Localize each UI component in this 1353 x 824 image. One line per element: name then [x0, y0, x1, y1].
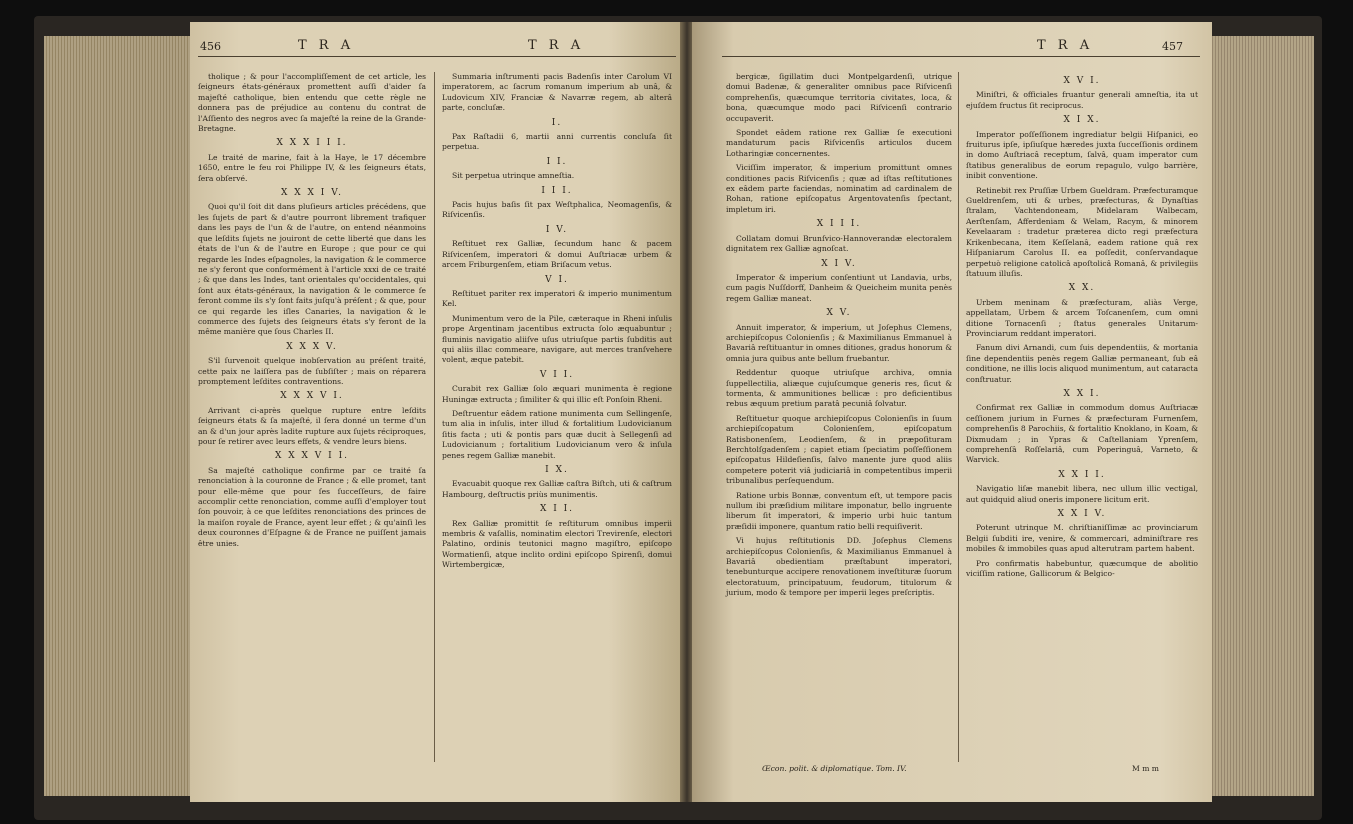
section-heading: V I I. — [539, 369, 575, 380]
page-edges-right — [1210, 36, 1314, 796]
column-divider-right — [958, 72, 959, 762]
paragraph: Urbem meninam & præfecturam, aliàs Verge, appellatam, Urbem & arcem Toſcanenſem, cum omni ditione Tornacenſi ; ſtatus generales Unitarum-Provinciarum reddant imperatori. — [966, 297, 1198, 338]
section-heading: X I V. — [821, 258, 857, 269]
paragraph: Sit perpetua utrinque amneſtia. — [452, 171, 575, 181]
section-heading: X I X. — [1063, 115, 1101, 126]
paragraph: Pro confirmatis habebuntur, quæcumque de abolitio viciſſim ratione, Gallicorum & Belgico- — [966, 558, 1198, 579]
signature-mark: M m m — [1132, 764, 1160, 773]
page-number-right: 457 — [1162, 40, 1183, 53]
running-head-right: T R A — [1037, 38, 1094, 53]
left-page — [190, 22, 683, 802]
paragraph: Ratione urbis Bonnæ, conventum eſt, ut tempore pacis nullum ibi præſidium militare imponatur, bello ingruente liberum ſit imperatori, & imperio urbi huic tantum præſidii imponere, quantum ratio belli requiſiverit. — [726, 490, 952, 531]
paragraph: Evacuabit quoque rex Galliæ caſtra Biſtch, uti & caſtrum Hambourg, deſtructis priùs munimentis. — [442, 479, 672, 499]
paragraph: Pacis hujus baſis ſit pax Weſtphalica, Neomagenſis, & Riſvicenſis. — [442, 200, 672, 220]
paragraph: Spondet eâdem ratione rex Galliæ ſe executioni mandaturum pacis Riſvicenſis articulos ducem Lotharingiæ concernentes. — [726, 128, 952, 158]
page-footer: Œcon. polit. & diplomatique. Tom. IV. — [762, 764, 907, 773]
paragraph: Poterunt utrinque M. chriſtianiſſimæ ac provinciarum Belgii ſubditi ire, venire, & commercari, adminiſtrare res mobiles & immobiles quas apud alterutram partem habent. — [966, 523, 1198, 554]
paragraph: Fanum divi Arnandi, cum ſuis dependentiis, & mortania ſine dependentiis penès regem Galliæ permaneant, ſub eâ conditione, ne illis locis aliquod munimentum, aut cataracta conſtruatur. — [966, 343, 1198, 384]
section-heading: X X. — [1068, 283, 1096, 294]
right-page — [692, 22, 1212, 802]
section-heading: X X X I V. — [280, 188, 343, 199]
left-page-column-1 — [198, 72, 426, 553]
section-heading: X V I. — [1063, 76, 1101, 86]
section-heading: X I I I. — [816, 219, 862, 230]
section-heading: X X I. — [1063, 388, 1101, 399]
section-heading: X X I V. — [1057, 509, 1107, 520]
column-divider — [434, 72, 435, 762]
paragraph: Reſtituetur quoque archiepiſcopus Colonienſis in ſuum archiepiſcopatum Colonienſem, epiſcopatum Ratisbonenſem, Leodienſem, & in præpoſituram Berchtolſgadenſem ; capiet etiam ſpeciatim poſſeſſionem epiſcopatus Hildeſienſis, ſalvo manente jure quod aliis competere poterit viâ judiciariâ in competentibus imperii tribunalibus perſequendum. — [726, 413, 952, 486]
paragraph: Miniſtri, & officiales fruantur generali amneſtia, ita ut ejuſdem fructus ſit reciprocus. — [966, 90, 1198, 110]
right-page-column-1 — [726, 72, 952, 603]
paragraph: Summaria inſtrumenti pacis Badenſis inter Carolum VI imperatorem, ac ſacrum romanum imperium ab unâ, & Ludovicum XIV, Franciæ & Navarræ regem, ab alterâ parte, concluſæ. — [442, 72, 672, 113]
section-heading: V I. — [545, 274, 569, 285]
section-heading: I V. — [545, 224, 569, 235]
paragraph: Confirmat rex Galliæ in commodum domus Auſtriacæ ceſſionem jurium in Furnes & præfecturam Furnenſem, comprehenſis 8 Parochiis, & fortalitio Knoklano, in Koam, & Dixmudam ; in Ypras & Caſtellaniam Yprenſem, comprehenſâ Roſſelariâ, cum Poperinguâ, Varneto, & Warvick. — [966, 403, 1198, 465]
right-page-column-2 — [966, 72, 1198, 583]
paragraph: Le traité de marine, fait à la Haye, le 17 décembre 1650, entre le feu roi Philippe IV, & les ſeigneurs états, ſera obſervé. — [198, 152, 426, 183]
paragraph: Imperator poſſeſſionem ingrediatur belgii Hiſpanici, eo fruiturus ipſe, ipſiuſque hæredes juxta ſucceſſionis ordinem in domo Auſtriacâ receptum, ſalvâ, quam imperator cum ſtatibus generalibus de eorum repagulo, vulgo barrière, inibit conventione. — [966, 129, 1198, 181]
paragraph: Curabit rex Galliæ ſolo æquari munimenta è regione Huningæ extructa ; ſimiliter & qui illic eſt Ponſoin Rheni. — [442, 384, 672, 404]
paragraph: Rex Galliæ promittit ſe reſtiturum omnibus imperii membris & vaſallis, nominatim electori Trevirenſe, electori Palatino, ordinis teutonici magno magiſtro, epiſcopo Wormatienſi, atque inclito ordini epiſcopo Spirenſi, domui Wirtembergicæ, — [442, 518, 672, 570]
paragraph: Reddentur quoque utriuſque archiva, omnia ſuppellectilia, aliæque cujuſcumque generis res, ſicut & tormenta, & ammunitiones bellicæ : pro deficientibus rebus æquum pretium paratâ pecuniâ ſolvatur. — [726, 368, 952, 409]
paragraph: Navigatio liſæ manebit libera, nec ullum illic vectigal, aut quidquid aliud oneris imponere licitum erit. — [966, 484, 1198, 504]
paragraph: Arrivant ci-après quelque rupture entre leſdits ſeigneurs états & ſa majeſté, il ſera donné un terme d'un an & d'un jour après ladite rupture aux ſujets réciproques, pour ſe retirer avec leurs effets, & vendre leurs biens. — [198, 405, 426, 446]
section-heading: I I I. — [541, 185, 573, 196]
header-rule — [198, 56, 676, 57]
paragraph: Reſtituet rex Galliæ, ſecundum hanc & pacem Riſvicenſem, imperatori & domui Auſtriacæ urbem & arcem Friburgenſem, etiam Briſacum vetus. — [442, 239, 672, 270]
paragraph: Retinebit rex Pruſſiæ Urbem Gueldram. Præfecturamque Gueldrenſem, uti & urbes, præfecturas, & Dynaſtias ſtralam, Vachtendoneam, Midelaram Walbecam, Aerſtenſam, Afferdeniam & Welam, Racym, & minorem Kevelaaram : tradetur præterea dicto regi præfectura Krikenbecana, item Keſſelanâ, eadem ratione quâ rex Hiſpaniarum Carolus II. ea poſſedit, conſervandaque perpetuò religione catolicâ apoſtolicâ Romanâ, & privilegiis ſtatuum illuſis. — [966, 185, 1198, 278]
paragraph: Deſtruentur eâdem ratione munimenta cum Sellingenſe, tum alia in inſulis, inter illud & fortalitium Ludovicianum ſitis facta ; uti & pontis pars quæ ducit à Sellegenſi ad Ludovicianum ; fortalitium Ludovicianum vero & inſula penes regem Galliæ manebit. — [442, 408, 672, 460]
paragraph: bergicæ, ſigillatim duci Montpelgardenſi, utrique domui Badenæ, & generaliter omnibus pace Riſvicenſi comprehenſis, quæcumque territoria civitates, loca, & bona, quæcumque modo paci Riſvicenſi contrario occupaverit. — [726, 72, 952, 123]
paragraph: Imperator & imperium conſentiunt ut Landavia, urbs, cum pagis Nuſſdorff, Danheim & Queicheim munita penès regem Galliæ maneat. — [726, 272, 952, 303]
paragraph: Quoi qu'il ſoit dit dans pluſieurs articles précédens, que les ſujets de part & d'autre pourront librement trafiquer dans les pays de l'un & de l'autre, on entend néanmoins que leſdits ſujets ne jouiront de cette liberté que dans les états de l'un & de l'autre en Europe ; que pour ce qui regarde les Indes eſpagnoles, la navigation & le commerce ne s'y feront que conformément à l'article xxxi de ce traité ; & que dans les Indes, tant orientales qu'occidentales, qui ſont aux états-généraux, la navigation & le commerce ſe feront comme ils s'y ſont faits juſqu'à préſent ; & que, pour ce qui regarde les iſles Canaries, la navigation & le commerce des ſujets des ſeigneurs états s'y feront de la même manière que ſous Charles II. — [198, 202, 426, 337]
section-heading: I I. — [546, 156, 568, 167]
paragraph: Munimentum vero de la Pile, cæteraque in Rheni inſulis prope Argentinam jacentibus extructa ſolo æquabuntur ; fluminis navigatio aliiſve uſus utriuſque partis ſubditis aut qui aliis illac commeare, navigare, aut merces tranſvehere volent, æque patebit. — [442, 313, 672, 365]
paragraph: Pax Raſtadii 6, martii anni currentis concluſa ſit perpetua. — [442, 132, 672, 152]
section-heading: X I I. — [539, 504, 575, 515]
section-heading: X X X I I I. — [276, 138, 348, 149]
section-heading: X X I I. — [1058, 469, 1106, 480]
paragraph: Viciſſim imperator, & imperium promittunt omnes conditiones pacis Riſvicenſis ; quæ ad iſtas reſtitutiones ex eâdem parte faciendas, nominatim ad cardinalem de Rohan, ratione epiſcopatus Argentovatenſis ſpectant, impletum iri. — [726, 163, 952, 214]
paragraph: S'il ſurvenoit quelque inobſervation au préſent traité, cette paix ne laiſſera pas de ſubſiſter ; mais on réparera promptement leſdites contraventions. — [198, 356, 426, 386]
section-heading: X X X V I. — [280, 391, 344, 402]
section-heading: X X X V. — [286, 341, 338, 352]
paragraph: Reſtituet pariter rex imperatori & imperio munimentum Kel. — [442, 288, 672, 309]
running-head-left-2: T R A — [528, 38, 585, 53]
section-heading: I X. — [545, 465, 569, 475]
page-edges-left — [44, 36, 194, 796]
page-number-left: 456 — [200, 40, 221, 53]
paragraph: Collatam domui Brunſvico-Hannoverandæ electoralem dignitatem rex Galliæ agnoſcat. — [726, 233, 952, 254]
section-heading: X X X V I I. — [275, 451, 349, 462]
paragraph: Annuit imperator, & imperium, ut Joſephus Clemens, archiepiſcopus Colonienſis ; & Maximilianus Emmanuel à Bavariâ reſtituantur in omnes ditiones, gradus honorum & omnia jura quibus ante bellum fruebantur. — [726, 322, 952, 363]
section-heading: I. — [551, 117, 563, 128]
header-rule-right — [722, 56, 1200, 57]
left-page-column-2 — [442, 72, 672, 575]
running-head-left: T R A — [298, 38, 355, 53]
paragraph: Sa majeſté catholique confirme par ce traité ſa renonciation à la couronne de France ; & elle promet, tant pour elle-même que pour ſes ſucceſſeurs, de faire accomplir cette renonciation, comme auſſi d'employer tout ſon pouvoir, à ce que leſdites renonciations des princes de la maiſon royale de France, ayent leur effet ; & qu'ainſi les deux couronnes d'Eſpagne & de France ne puiſſent jamais être unies. — [198, 465, 426, 548]
paragraph: tholique ; & pour l'accompliſſement de cet article, les ſeigneurs états-généraux promettent auſſi d'aider ſa majeſté catholique, bien entendu que cette règle ne donnera pas de préjudice au contenu du contrat de l'Aſſiento des negros avec ſa majeſté la reine de la Grande-Bretagne. — [198, 72, 426, 134]
section-heading: X V. — [826, 308, 852, 319]
paragraph: Vi hujus reſtitutionis DD. Joſephus Clemens archiepiſcopus Colonienſis, & Maximilianus Emmanuel à Bavariâ obedientiam præſtabunt imperatori, tenebunturque accipere renovationem inveſtituræ ſuorum electoratuum, principatuum, feudorum, titulorum & jurium, modo & tempore per imperii leges preſcriptis. — [726, 536, 952, 598]
